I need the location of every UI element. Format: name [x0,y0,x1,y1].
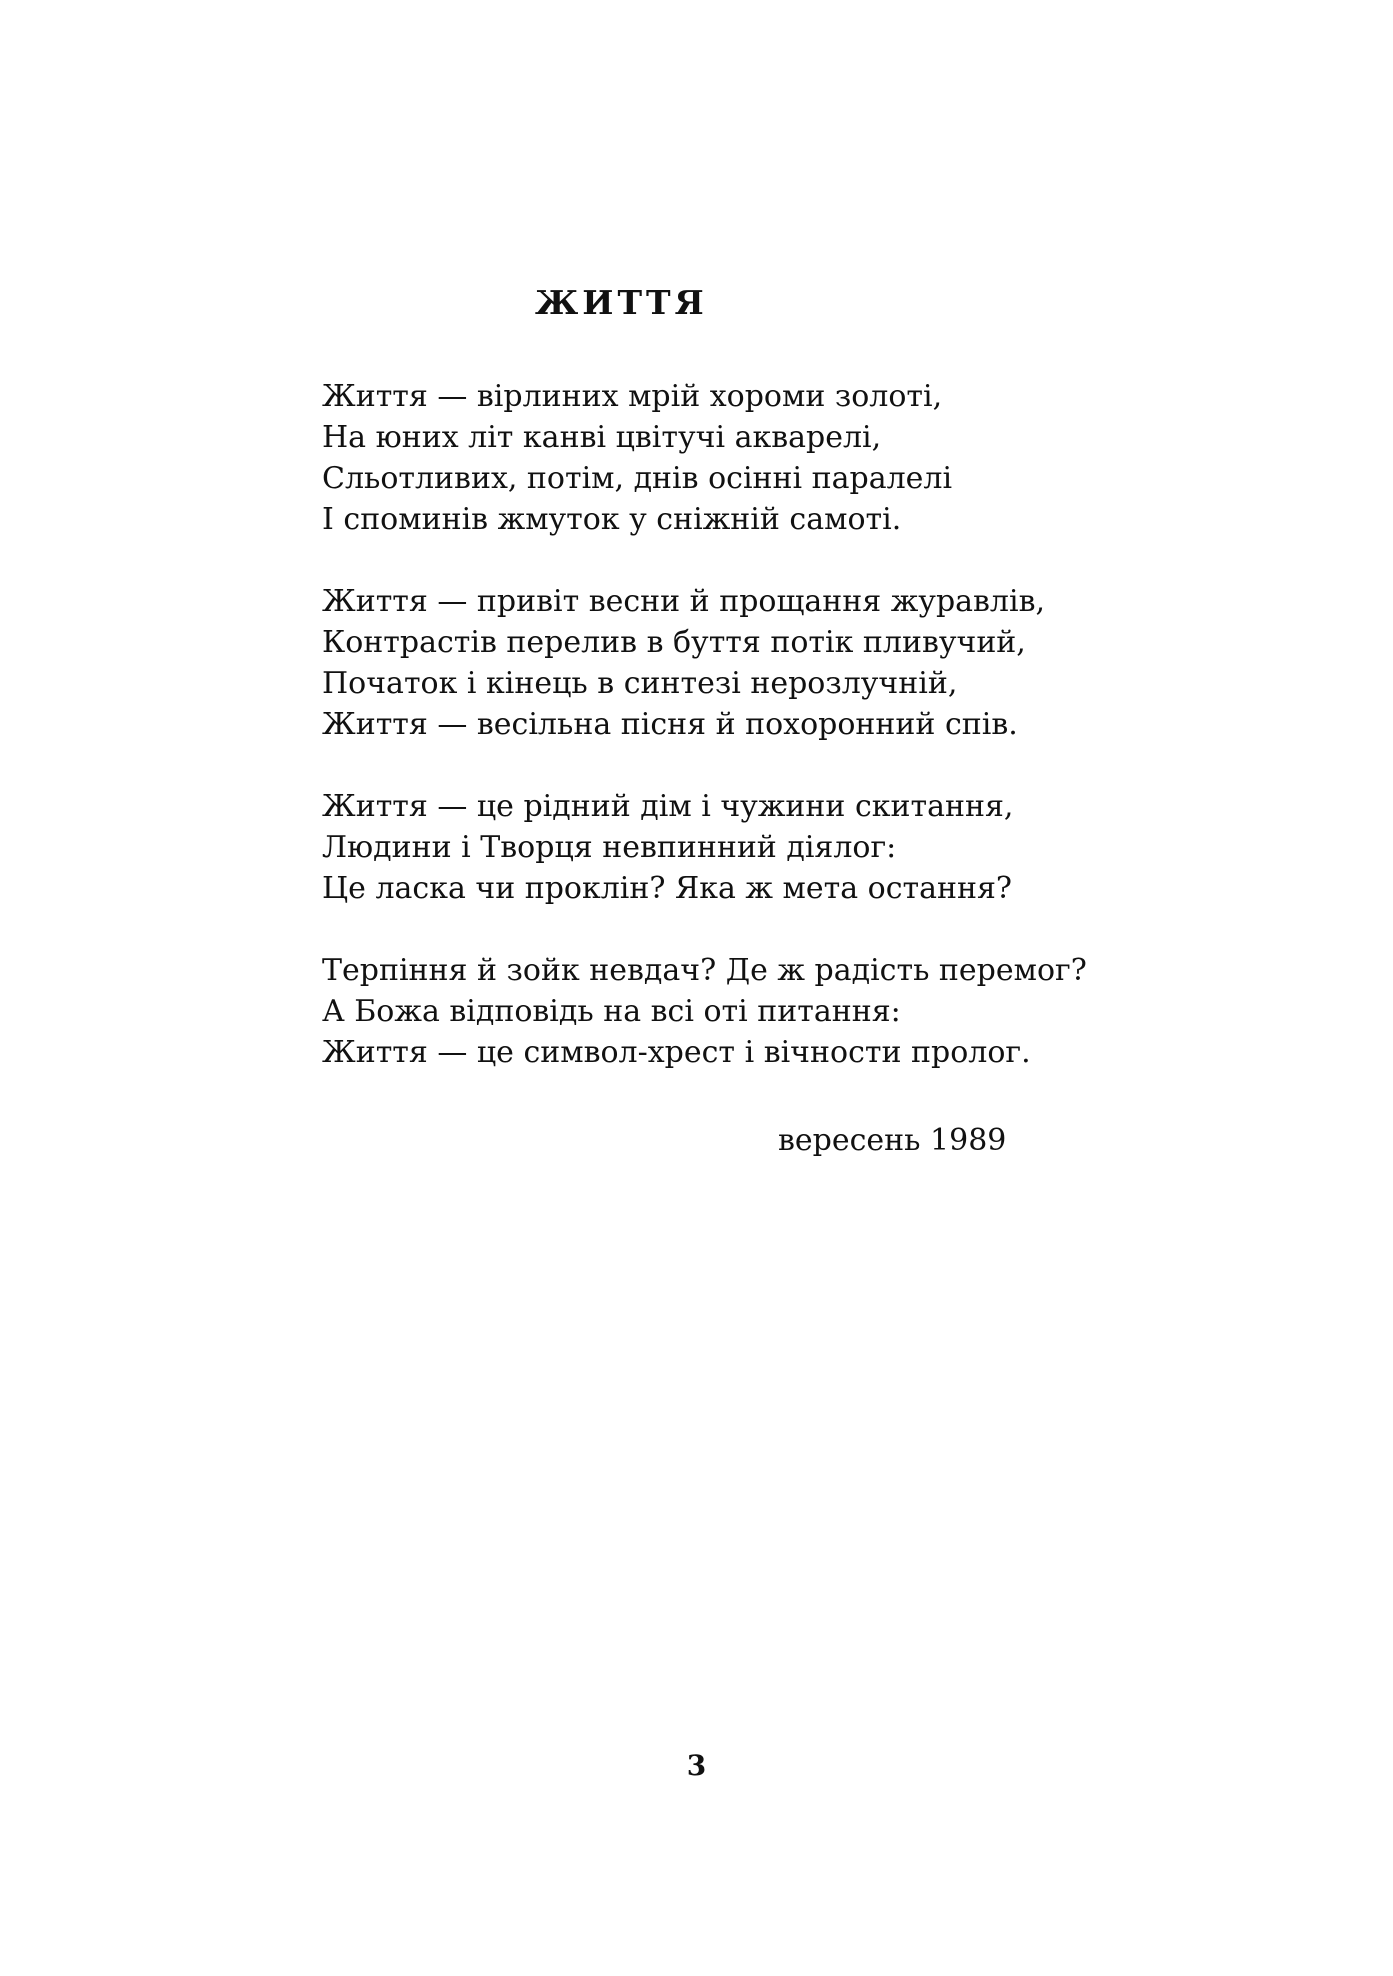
page-number: 3 [686,1749,707,1782]
poem-line: Сльотливих, потім, днів осінні паралелі [322,461,953,496]
poem-line: Контрастів перелив в буття потік пливучий, [322,625,1026,660]
poem-line: Життя — це символ-хрест і вічности пролог. [322,1035,1031,1070]
poem-line: Початок і кінець в синтезі нерозлучній, [322,666,958,701]
poem-date: вересень 1989 [778,1123,1007,1158]
stanza [322,376,1222,540]
poem-line: Життя — весільна пісня й похоронний спів. [322,707,1018,742]
poem-line: Це ласка чи проклін? Яка ж мета остання? [322,871,1012,906]
poem-line: Людини і Творця невпинний діялог: [322,830,897,865]
poem-body [322,376,1222,1114]
poem-line: Життя — це рідний дім і чужини скитання, [322,789,1014,824]
poem-line: Життя — привіт весни й прощання журавлів, [322,584,1046,619]
stanza [322,581,1222,745]
poem-line: І споминів жмуток у сніжній самоті. [322,502,902,537]
stanza [322,786,1222,909]
stanza [322,950,1222,1073]
poem-title: ЖИТТЯ [535,283,708,322]
poem-line: Терпіння й зойк невдач? Де ж радість перемог? [322,953,1087,988]
poem-line: А Божа відповідь на всі оті питання: [322,994,901,1029]
poem-line: На юних літ канві цвітучі акварелі, [322,420,882,455]
poem-line: Життя — вірлиних мрій хороми золоті, [322,379,943,414]
